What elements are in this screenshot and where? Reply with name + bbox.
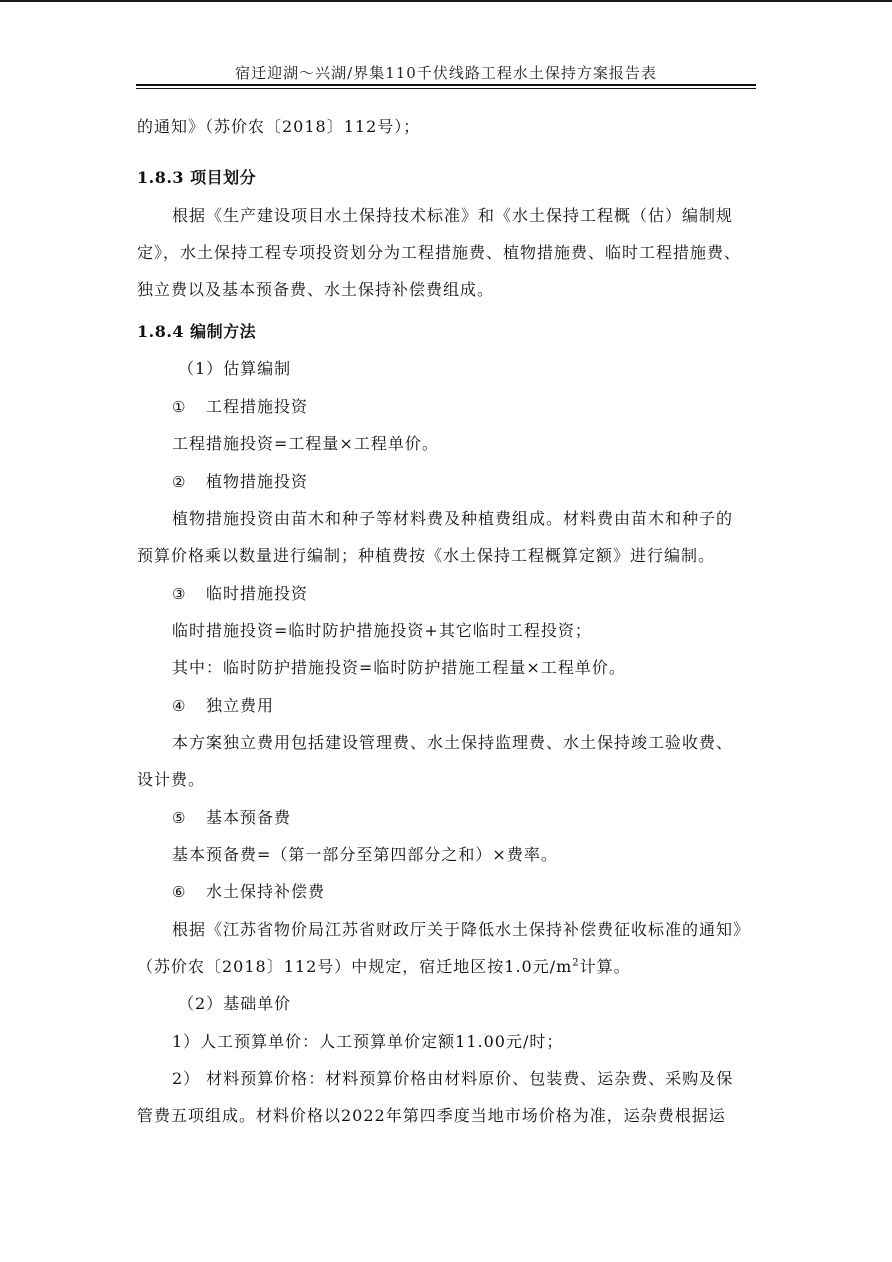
item-title: 工程措施投资 (206, 397, 309, 416)
paragraph-line: 的通知》（苏价农〔2018〕112号）； (137, 117, 421, 136)
section-heading-1-8-4 (137, 322, 761, 342)
paragraph-line (137, 957, 761, 977)
paragraph-line: 本方案独立费用包括建设管理费、水土保持监理费、水土保持竣工验收费、 (172, 733, 734, 752)
circled-number: ③ (172, 585, 187, 603)
page-header: 宿迁迎湖～兴湖/界集110千伏线路工程水土保持方案报告表 (235, 64, 657, 82)
paragraph-line: 其中：临时防护措施投资=临时防护措施工程量×工程单价。 (172, 658, 626, 677)
paragraph-line: 2） 材料预算价格：材料预算价格由材料原价、包装费、运杂费、采购及保 (172, 1069, 734, 1088)
paragraph-line: 管费五项组成。材料价格以2022年第四季度当地市场价格为准，运杂费根据运 (137, 1106, 726, 1125)
circled-number: ① (172, 398, 187, 416)
circled-number: ② (172, 473, 187, 491)
section-title: 编制方法 (190, 322, 257, 341)
circled-number: ⑤ (172, 809, 187, 827)
paragraph-line: 临时措施投资=临时防护措施投资+其它临时工程投资； (172, 621, 592, 640)
paragraph-line: 基本预备费=（第一部分至第四部分之和）×费率。 (172, 845, 558, 864)
text-segment: （苏价农〔2018〕112号）中规定，宿迁地区按1.0元/m (137, 957, 573, 976)
item-title: 植物措施投资 (206, 472, 309, 491)
paragraph-line: 设计费。 (137, 770, 206, 789)
header-rule-thin (136, 88, 756, 89)
item-heading-6 (172, 882, 762, 902)
item-heading-3 (172, 584, 762, 604)
section-number: 1.8.4 (137, 322, 185, 341)
section-title: 项目划分 (190, 168, 257, 187)
item-heading-2 (172, 472, 762, 492)
item-title: 水土保持补偿费 (206, 882, 326, 901)
section-number: 1.8.3 (137, 168, 185, 187)
subsection-heading: （2）基础单价 (178, 994, 292, 1013)
header-rule-thick (136, 84, 756, 86)
paragraph-line: 工程措施投资=工程量×工程单价。 (172, 434, 439, 453)
paragraph-line: 根据《生产建设项目水土保持技术标准》和《水土保持工程概（估）编制规 (172, 206, 734, 225)
paragraph-line: 定》，水土保持工程专项投资划分为工程措施费、植物措施费、临时工程措施费、 (137, 243, 742, 262)
page-top-border (0, 0, 892, 2)
superscript: 2 (572, 957, 580, 969)
paragraph-line: 独立费以及基本预备费、水土保持补偿费组成。 (137, 280, 495, 299)
item-heading-5 (172, 808, 762, 828)
circled-number: ④ (172, 697, 187, 715)
circled-number: ⑥ (172, 883, 187, 901)
item-title: 临时措施投资 (206, 584, 309, 603)
paragraph-line: 1）人工预算单价：人工预算单价定额11.00元/时； (172, 1032, 564, 1051)
text-segment: 计算。 (579, 957, 631, 976)
subsection-heading: （1）估算编制 (178, 359, 292, 378)
section-heading-1-8-3 (137, 168, 761, 188)
paragraph-line: 预算价格乘以数量进行编制；种植费按《水土保持工程概算定额》进行编制。 (137, 546, 716, 565)
paragraph-line: 植物措施投资由苗木和种子等材料费及种植费组成。材料费由苗木和种子的 (172, 509, 734, 528)
paragraph-line: 根据《江苏省物价局江苏省财政厅关于降低水土保持补偿费征收标准的通知》 (172, 920, 751, 939)
item-heading-4 (172, 696, 762, 716)
item-title: 基本预备费 (206, 808, 292, 827)
item-title: 独立费用 (206, 696, 275, 715)
item-heading-1 (172, 397, 762, 417)
